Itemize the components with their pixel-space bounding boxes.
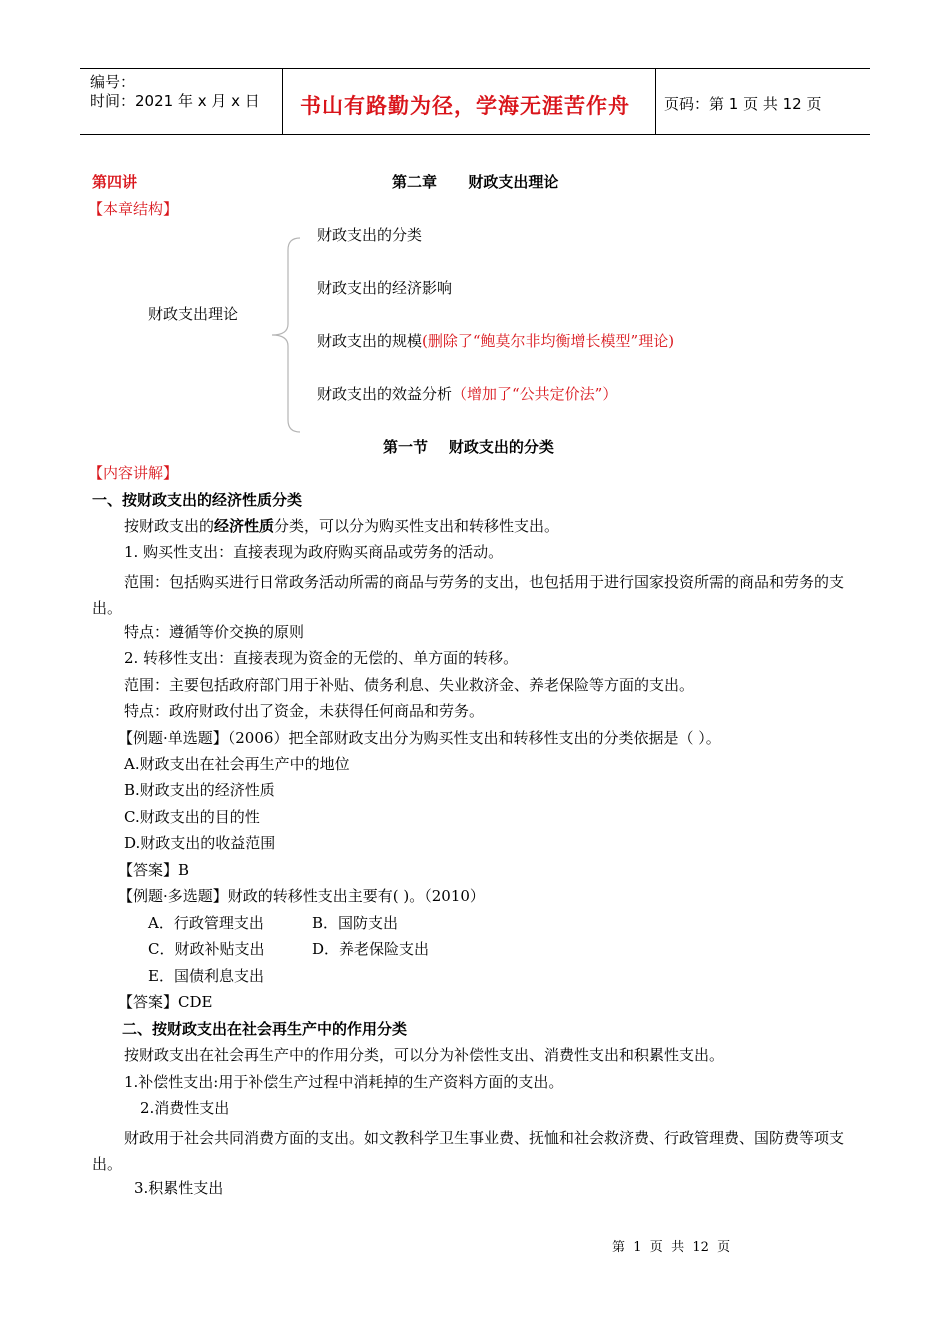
example1-option: A.财政支出在社会再生产中的地位 [124, 755, 350, 773]
structure-heading: 【本章结构】 [88, 200, 179, 218]
example1-answer: 【答案】B [118, 861, 190, 879]
example2-option: B．国防支出 [312, 914, 399, 932]
structure-item-text: 财政支出的规模 [317, 332, 423, 350]
chapter-title: 第二章 财政支出理论 [392, 173, 559, 191]
brace-icon [268, 232, 308, 438]
structure-item [317, 225, 422, 245]
paragraph: 2.消费性支出 [140, 1099, 230, 1117]
structure-item-text: 财政支出的分类 [317, 226, 423, 244]
example2-question: 【例题·多选题】财政的转移性支出主要有( )。（2010） [118, 887, 485, 905]
structure-item [317, 278, 452, 298]
example2-answer: 【答案】CDE [118, 993, 213, 1011]
page-footer: 第 1 页 共 12 页 [612, 1240, 731, 1255]
structure-item-text: 财政支出的经济影响 [317, 279, 453, 297]
document-number-label: 编号： [90, 73, 136, 91]
paragraph: 1.补偿性支出:用于补偿生产过程中消耗掉的生产资料方面的支出。 [124, 1073, 564, 1091]
example2-option: D．养老保险支出 [312, 940, 430, 958]
part1-heading: 一、按财政支出的经济性质分类 [92, 491, 303, 509]
paragraph: 范围：包括购买进行日常政务活动所需的商品与劳务的支出，也包括用于进行国家投资所需的商品和劳务的支出。 [92, 573, 845, 617]
header-divider-left [282, 68, 283, 134]
part1-intro-post: 分类，可以分为购买性支出和转移性支出。 [274, 517, 560, 535]
structure-item-note: （增加了“公共定价法”） [452, 385, 618, 403]
structure-root: 财政支出理论 [148, 305, 239, 323]
header-bottom-border [80, 134, 870, 135]
header-motto: 书山有路勤为径，学海无涯苦作舟 [300, 94, 630, 118]
example2-option: E．国债利息支出 [148, 967, 264, 985]
structure-item [317, 384, 617, 404]
example1-question: 【例题·单选题】（2006）把全部财政支出分为购买性支出和转移性支出的分类依据是（ ）。 [118, 729, 721, 747]
paragraph: 财政用于社会共同消费方面的支出。如文教科学卫生事业费、抚恤和社会救济费、行政管理费、国防费等项支出。 [92, 1129, 845, 1173]
example1-option: D.财政支出的收益范围 [124, 834, 276, 852]
paragraph: 3.积累性支出 [134, 1179, 224, 1197]
paragraph: 1. 购买性支出：直接表现为政府购买商品或劳务的活动。 [124, 543, 504, 561]
part1-intro-pre: 按财政支出的 [124, 517, 215, 535]
part1-intro-bold: 经济性质 [214, 517, 275, 535]
lecture-label: 第四讲 [92, 173, 138, 191]
paragraph: 范围：主要包括政府部门用于补贴、债务利息、失业救济金、养老保险等方面的支出。 [124, 676, 695, 694]
paragraph: 特点：政府财政付出了资金，未获得任何商品和劳务。 [124, 702, 485, 720]
part2-heading: 二、按财政支出在社会再生产中的作用分类 [122, 1020, 408, 1038]
header-top-border [80, 68, 870, 69]
header-divider-right [655, 68, 656, 134]
part1-intro [124, 516, 559, 536]
structure-item [317, 331, 674, 351]
paragraph: 按财政支出在社会再生产中的作用分类，可以分为补偿性支出、消费性支出和积累性支出。 [124, 1046, 725, 1064]
example1-option: C.财政支出的目的性 [124, 808, 260, 826]
page-number-label: 页码：第 1 页 共 12 页 [664, 95, 822, 113]
example2-option: A．行政管理支出 [148, 914, 264, 932]
document-time-label: 时间：2021 年 x 月 x 日 [90, 92, 260, 110]
section-title: 第一节 财政支出的分类 [383, 438, 554, 456]
structure-item-text: 财政支出的效益分析 [317, 385, 453, 403]
paragraph: 特点：遵循等价交换的原则 [124, 623, 305, 641]
structure-item-note: (删除了“鲍莫尔非均衡增长模型”理论) [422, 332, 675, 350]
paragraph: 2. 转移性支出：直接表现为资金的无偿的、单方面的转移。 [124, 649, 519, 667]
example2-option: C．财政补贴支出 [148, 940, 265, 958]
example1-option: B.财政支出的经济性质 [124, 781, 275, 799]
content-heading: 【内容讲解】 [88, 464, 179, 482]
